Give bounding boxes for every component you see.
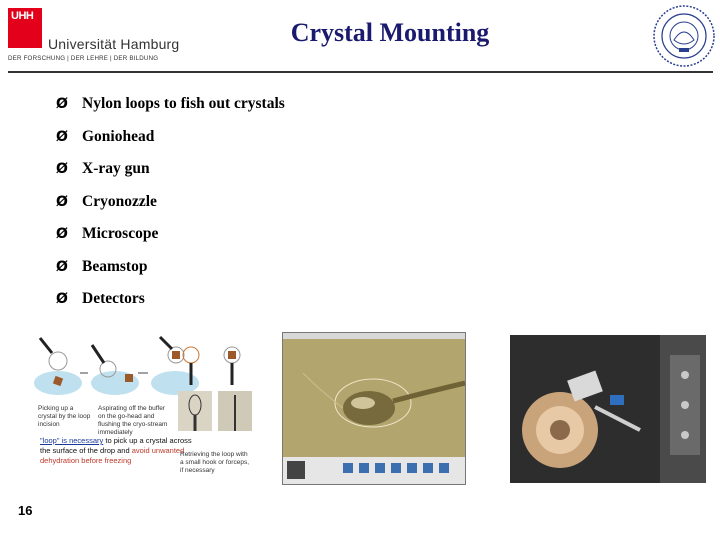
bullet-item <box>56 88 285 121</box>
header-divider <box>8 71 713 73</box>
bullet-arrow-icon: Ø <box>56 193 68 210</box>
caption-picking: Picking up a crystal by the loop incision <box>38 405 91 428</box>
bullet-text: Goniohead <box>82 127 155 145</box>
bullet-text: X-ray gun <box>82 160 150 178</box>
bullet-item <box>56 153 285 186</box>
goniometer-photo <box>510 335 706 483</box>
uhh-logo-text: UHH <box>11 10 34 22</box>
bullet-text: Microscope <box>82 225 159 243</box>
goniometer-hardware <box>510 335 706 483</box>
bullet-arrow-icon: Ø <box>56 161 68 178</box>
bullet-item <box>56 121 285 154</box>
bullet-item <box>56 218 285 251</box>
university-motto: DER FORSCHUNG | DER LEHRE | DER BILDUNG <box>8 55 159 62</box>
caption-retrieving: Retrieving the loop with a small hook or forceps, if necessary <box>180 451 250 474</box>
bullet-text: Cryonozzle <box>82 192 157 210</box>
loop-mounting-diagram <box>30 333 255 483</box>
bullet-list <box>56 88 285 316</box>
bullet-text: Beamstop <box>82 257 148 275</box>
bullet-arrow-icon: Ø <box>56 258 68 275</box>
microscope-view-image <box>282 332 466 485</box>
loop-note-warning: avoid unwanted dehydration before freezing <box>40 446 185 465</box>
microscope-crystal-drop <box>283 333 465 484</box>
uhh-logo-mark <box>8 8 42 48</box>
caption-loop-note <box>40 436 200 466</box>
bullet-arrow-icon: Ø <box>56 291 68 308</box>
loop-note-emphasis: "loop" is necessary <box>40 436 104 445</box>
university-name: Universität Hamburg <box>48 36 180 52</box>
bullet-item <box>56 186 285 219</box>
caption-aspirating: Aspirating off the buffer on the go-head and flushing the cryo-stream immediately <box>98 405 168 436</box>
bullet-text: Detectors <box>82 290 145 308</box>
slide-title: Crystal Mounting <box>290 18 490 47</box>
loop-note-text: to pick up a crystal across the surface of the drop and <box>40 436 192 455</box>
bullet-arrow-icon: Ø <box>56 128 68 145</box>
page-number: 16 <box>18 503 33 518</box>
university-logo <box>8 8 180 66</box>
bullet-arrow-icon: Ø <box>56 96 68 113</box>
institution-seal-icon <box>652 4 716 68</box>
bullet-text: Nylon loops to fish out crystals <box>82 95 285 113</box>
bullet-item <box>56 251 285 284</box>
bullet-item <box>56 283 285 316</box>
bullet-arrow-icon: Ø <box>56 226 68 243</box>
